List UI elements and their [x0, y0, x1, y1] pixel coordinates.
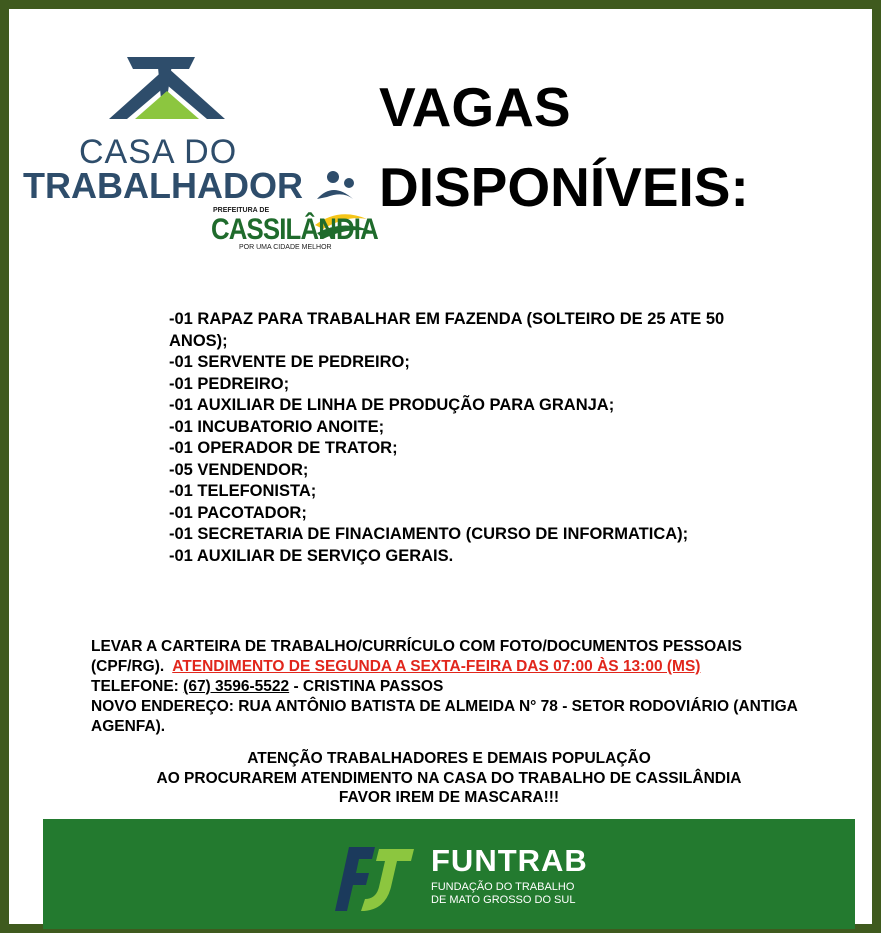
job-item: -01 SECRETARIA DE FINACIAMENTO (CURSO DE INFORMATICA);	[169, 525, 689, 543]
funtrab-logo-icon	[313, 831, 423, 921]
logo-city-text: CASSILÂNDIA	[211, 213, 378, 246]
notice-line-2: AO PROCURAREM ATENDIMENTO NA CASA DO TRABALHO DE CASSILÂNDIA	[156, 769, 742, 787]
funtrab-name: FUNTRAB	[431, 843, 588, 878]
title-line-1: VAGAS	[379, 76, 571, 138]
logo-trabalhador-text: TRABALHADOR	[23, 165, 303, 206]
job-item: -01 AUXILIAR DE SERVIÇO GERAIS.	[169, 546, 454, 565]
phone-contact: - CRISTINA PASSOS	[293, 678, 444, 695]
notice-line-3: FAVOR IREM DE MASCARA!!!	[338, 789, 560, 806]
funtrab-sub-line-1: FUNDAÇÃO DO TRABALHO	[431, 881, 575, 893]
logo-casa-do-text: CASA DO	[79, 133, 238, 171]
funtrab-banner	[43, 819, 855, 929]
job-item: -05 VENDENDOR;	[169, 460, 309, 479]
funtrab-sub-line-2: DE MATO GROSSO DO SUL	[431, 894, 576, 906]
title-line-2: DISPONÍVEIS:	[379, 156, 749, 218]
logo-slogan-text: POR UMA CIDADE MELHOR	[239, 244, 332, 251]
job-item: -01 TELEFONISTA;	[169, 482, 317, 500]
phone-number: (67) 3596-5522	[183, 678, 290, 695]
casa-do-trabalhador-logo	[17, 29, 377, 259]
logo-prefeitura-text: PREFEITURA DE	[213, 207, 270, 214]
job-item: -01 RAPAZ PARA TRABALHAR EM FAZENDA (SOLTEIRO DE 25 ATE 50 ANOS);	[169, 310, 725, 350]
documents-text: LEVAR A CARTEIRA DE TRABALHO/CURRÍCULO COM FOTO/DOCUMENTOS PESSOAIS (CPF/RG).	[91, 638, 743, 675]
poster-title	[379, 67, 859, 227]
funtrab-subtitle	[431, 881, 631, 907]
mask-notice	[49, 749, 849, 808]
address-text: NOVO ENDEREÇO: RUA ANTÔNIO BATISTA DE ALMEIDA N° 78 - SETOR RODOVIÁRIO (ANTIGA AGENFA).	[91, 698, 798, 735]
info-block	[91, 637, 811, 737]
notice-line-1: ATENÇÃO TRABALHADORES E DEMAIS POPULAÇÃO	[247, 750, 651, 767]
job-item: -01 PACOTADOR;	[169, 503, 307, 522]
job-item: -01 AUXILIAR DE LINHA DE PRODUÇÃO PARA GRANJA;	[169, 396, 615, 414]
phone-label: TELEFONE:	[91, 678, 179, 695]
job-item: -01 OPERADOR DE TRATOR;	[169, 439, 398, 457]
job-item: -01 INCUBATORIO ANOITE;	[169, 417, 385, 436]
job-item: -01 PEDREIRO;	[169, 374, 290, 393]
schedule-text: ATENDIMENTO DE SEGUNDA A SEXTA-FEIRA DAS 07:00 ÀS 13:00 (MS)	[172, 658, 701, 675]
job-item: -01 SERVENTE DE PEDREIRO;	[169, 353, 410, 371]
job-list	[169, 309, 729, 567]
